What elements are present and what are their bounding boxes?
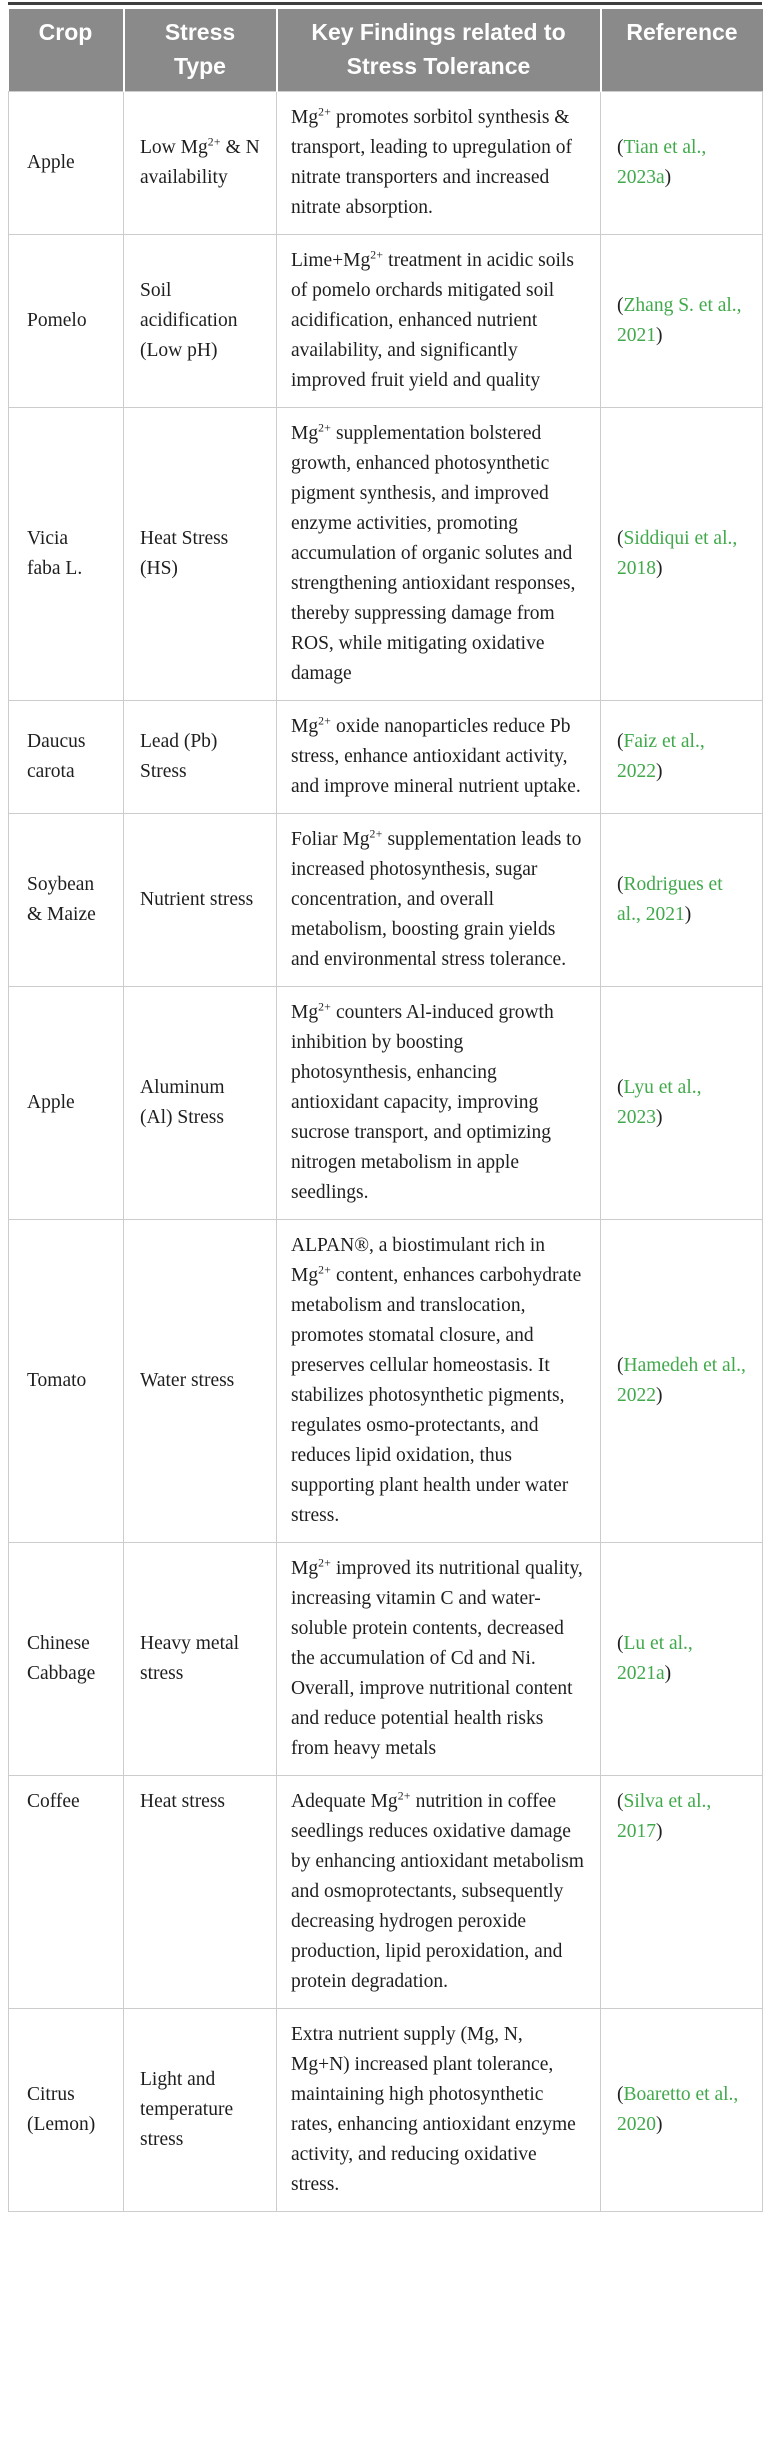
reference-link[interactable]: Hamedeh et al., 2022 [617,1355,746,1406]
ref-paren-open: ( [617,1791,624,1812]
ref-paren-close: ) [684,904,692,925]
ref-paren-open: ( [617,731,624,752]
table-row [9,92,763,235]
ref-paren-close: ) [656,558,663,579]
ref-paren-open: ( [617,874,624,895]
reference-cell [601,92,763,235]
stress-tolerance-table [8,9,763,2212]
key-findings-cell: $Mg^{2+}$ promotes sorbitol synthesis & transport, leading to upregulation of nitrate transporters and increased nitrate absorption. [277,92,601,235]
table-header [9,9,763,92]
crop-cell: Soybean & Maize [9,814,124,987]
key-findings-cell: Foliar $Mg^{2+}$ supplementation leads to increased photosynthesis, sugar concentration, and overall metabolism, boosting grain yields and environmental stress tolerance. [277,814,601,987]
ref-paren-close: ) [656,1821,663,1842]
reference-cell [601,701,763,814]
ref-paren-open: ( [617,1355,624,1376]
key-findings-cell: $Mg^{2+}$ counters Al-induced growth inhibition by boosting photosynthesis, enhancing antioxidant capacity, improving sucrose transport, and optimizing nitrogen metabolism in apple seedlings. [277,987,601,1220]
ref-paren-close: ) [664,1663,672,1684]
key-findings-cell: $Mg^{2+}$ oxide nanoparticles reduce Pb stress, enhance antioxidant activity, and improve mineral nutrient uptake. [277,701,601,814]
reference-link[interactable]: Boaretto et al., 2020 [617,2084,739,2135]
stress-type-cell: Water stress [124,1220,277,1543]
ref-paren-open: ( [617,1077,624,1098]
reference-link[interactable]: Zhang S. et al., 2021 [617,295,742,346]
table-row [9,408,763,701]
ref-paren-close: ) [656,1107,663,1128]
reference-cell [601,1776,763,2009]
ref-paren-close: ) [656,1385,663,1406]
ref-paren-open: ( [617,1633,624,1654]
table-row [9,814,763,987]
crop-cell: Citrus (Lemon) [9,2009,124,2212]
stress-type-cell: Light and temperature stress [124,2009,277,2212]
key-findings-cell: $Mg^{2+}$ improved its nutritional quality, increasing vitamin C and water-soluble protein contents, decreased the accumulation of Cd and Ni. Overall, improve nutritional content and reduce potential health risks from heavy metals [277,1543,601,1776]
reference-cell [601,235,763,408]
reference-link[interactable]: Rodrigues et al., 2021 [617,874,723,925]
ref-paren-open: ( [617,295,624,316]
table-row [9,1220,763,1543]
crop-cell: Pomelo [9,235,124,408]
crop-cell: Vicia faba L. [9,408,124,701]
reference-cell [601,987,763,1220]
stress-type-cell: Heavy metal stress [124,1543,277,1776]
key-findings-cell: ALPAN®, a biostimulant rich in $Mg^{2+}$ content, enhances carbohydrate metabolism and translocation, promotes stomatal closure, and preserves cellular homeostasis. It stabilizes photosynthetic pigments, regulates osmo-protectants, and reduces lipid oxidation, thus supporting plant health under water stress. [277,1220,601,1543]
stress-type-cell: Nutrient stress [124,814,277,987]
col-header-crop: Crop [9,9,124,92]
reference-cell [601,1543,763,1776]
header-row [9,9,763,92]
stress-type-cell: Heat stress [124,1776,277,2009]
stress-type-cell: Heat Stress (HS) [124,408,277,701]
stress-type-cell: Lead (Pb) Stress [124,701,277,814]
crop-cell: Coffee [9,1776,124,2009]
stress-type-cell: Soil acidification (Low pH) [124,235,277,408]
key-findings-cell: Adequate $Mg^{2+}$ nutrition in coffee seedlings reduces oxidative damage by enhancing antioxidant metabolism and osmoprotectants, subsequently decreasing hydrogen peroxide production, lipid peroxidation, and protein degradation. [277,1776,601,2009]
table-row [9,235,763,408]
table-row [9,1776,763,2009]
crop-cell: Tomato [9,1220,124,1543]
stress-type-cell: Low $Mg^{2+}$ & N availability [124,92,277,235]
stress-type-cell: Aluminum (Al) Stress [124,987,277,1220]
reference-link[interactable]: Tian et al., 2023a [617,137,707,188]
ref-paren-close: ) [656,325,663,346]
table-row [9,987,763,1220]
reference-link[interactable]: Faiz et al., 2022 [617,731,705,782]
reference-link[interactable]: Lyu et al., 2023 [617,1077,702,1128]
col-header-reference: Reference [601,9,763,92]
crop-cell: Apple [9,92,124,235]
table-row [9,2009,763,2212]
col-header-key-findings: Key Findings related to Stress Tolerance [277,9,601,92]
reference-link[interactable]: Siddiqui et al., 2018 [617,528,738,579]
key-findings-cell: $Mg^{2+}$ supplementation bolstered growth, enhanced photosynthetic pigment synthesis, and improved enzyme activities, promoting accumulation of organic solutes and strengthening antioxidant responses, thereby suppressing damage from ROS, while mitigating oxidative damage [277,408,601,701]
table-body [9,92,763,2212]
key-findings-cell: Extra nutrient supply (Mg, N, Mg+N) increased plant tolerance, maintaining high photosynthetic rates, enhancing antioxidant enzyme activity, and reducing oxidative stress. [277,2009,601,2212]
reference-cell [601,1220,763,1543]
col-header-stress-type: Stress Type [124,9,277,92]
key-findings-cell: $Lime+Mg^{2+}$ treatment in acidic soils of pomelo orchards mitigated soil acidification, enhanced nutrient availability, and significantly improved fruit yield and quality [277,235,601,408]
crop-cell: Apple [9,987,124,1220]
reference-cell [601,2009,763,2212]
crop-cell: Daucus carota [9,701,124,814]
ref-paren-open: ( [617,528,624,549]
table-top-rule [8,2,762,5]
ref-paren-close: ) [656,2114,663,2135]
reference-link[interactable]: Silva et al., 2017 [617,1791,712,1842]
ref-paren-open: ( [617,2084,624,2105]
table-row [9,1543,763,1776]
ref-paren-close: ) [656,761,663,782]
reference-cell [601,408,763,701]
crop-cell: Chinese Cabbage [9,1543,124,1776]
reference-link[interactable]: Lu et al., 2021a [617,1633,693,1684]
table-row [9,701,763,814]
reference-cell [601,814,763,987]
ref-paren-close: ) [664,167,672,188]
ref-paren-open: ( [617,137,624,158]
